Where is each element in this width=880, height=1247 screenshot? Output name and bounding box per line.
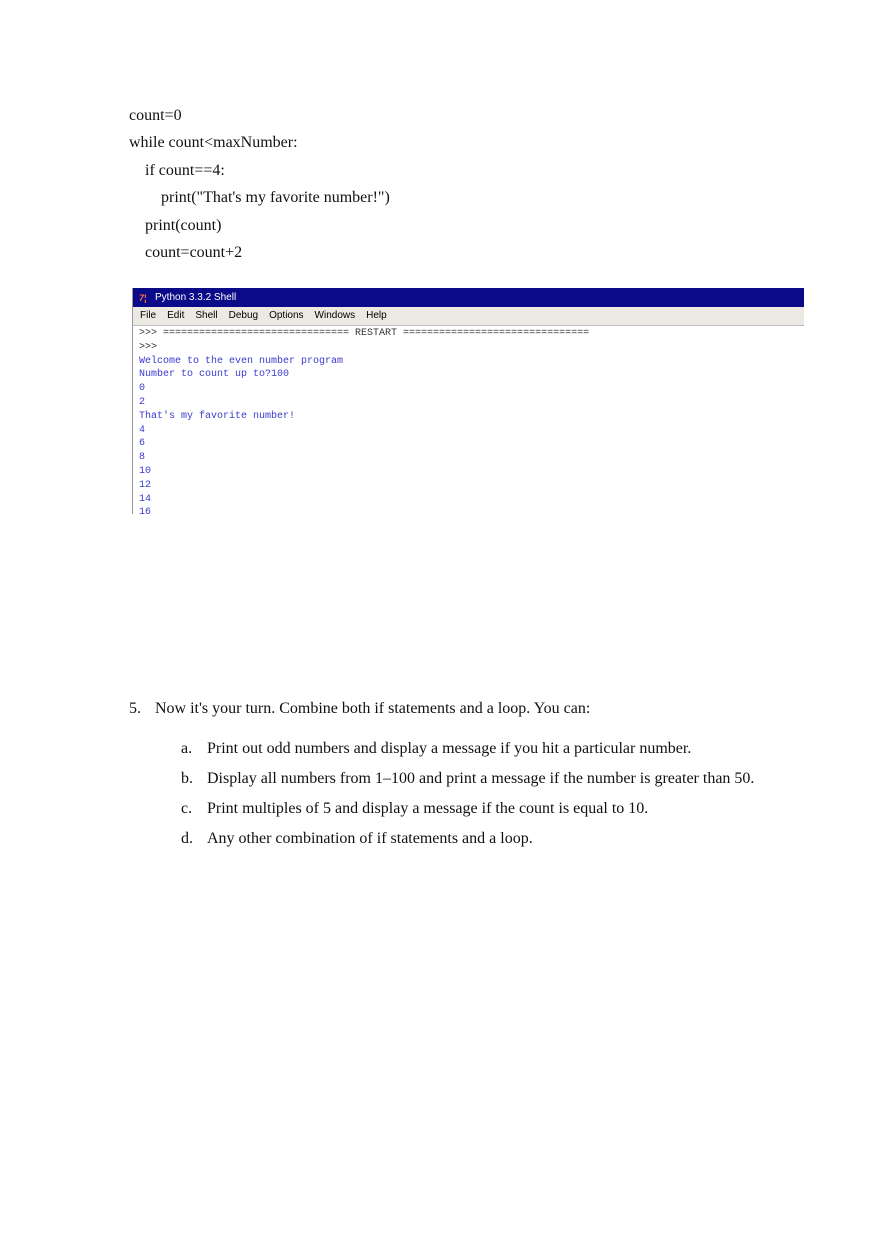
question-5 [129,696,809,722]
shell-line: 12 [139,479,152,491]
list-item [181,794,791,824]
list-item-text: Display all numbers from 1–100 and print a message if the number is greater than 50. [207,770,755,787]
shell-line: 8 [139,452,146,464]
code-line: if count==4: [145,161,225,179]
shell-line: >>> =============================== RESTART =============================== [139,328,590,339]
shell-line: 16 [139,507,152,514]
menu-windows[interactable]: Windows [314,310,356,321]
code-line: count=0 [129,107,182,124]
python-shell-screenshot [132,288,804,514]
shell-output[interactable] [133,326,804,514]
shell-line: 0 [139,383,146,395]
list-item [181,824,791,854]
list-item-text: Any other combination of if statements and a loop. [207,830,533,847]
code-line: while count<maxNumber: [129,134,298,152]
shell-line: Welcome to the even number program [139,355,344,367]
shell-line: 10 [139,465,152,477]
shell-line: 14 [139,493,152,505]
list-item-letter: c. [181,800,193,817]
shell-title: Python 3.3.2 Shell [155,292,237,303]
menu-help[interactable]: Help [366,310,387,321]
shell-line: 2 [139,396,146,408]
code-line: print(count) [145,216,222,234]
menu-edit[interactable]: Edit [167,310,185,321]
menu-file[interactable]: File [140,310,157,321]
list-item-letter: b. [181,770,193,787]
list-item-letter: d. [181,830,193,847]
list-item-text: Print multiples of 5 and display a message if the count is equal to 10. [207,800,649,817]
shell-line: Number to count up to?100 [139,369,290,381]
question-options-list [181,734,791,854]
shell-line: That's my favorite number! [139,410,296,422]
shell-line: 4 [139,424,146,436]
code-line: count=count+2 [145,243,243,261]
shell-line: 6 [139,438,146,450]
code-listing [129,102,390,266]
list-item-letter: a. [181,740,193,757]
question-text: Now it's your turn. Combine both if statements and a loop. You can: [155,700,591,717]
shell-title-bar [133,288,804,307]
menu-debug[interactable]: Debug [228,310,259,321]
menu-options[interactable]: Options [269,310,304,321]
shell-line: >>> [139,341,158,353]
shell-menu-bar [133,307,804,326]
python-logo-icon: 7¦ [139,292,147,303]
list-item-text: Print out odd numbers and display a message if you hit a particular number. [207,740,692,757]
menu-shell[interactable]: Shell [195,310,218,321]
list-item [181,734,791,764]
code-line: print("That's my favorite number!") [161,189,390,207]
list-item [181,764,791,794]
question-number: 5. [129,700,141,717]
